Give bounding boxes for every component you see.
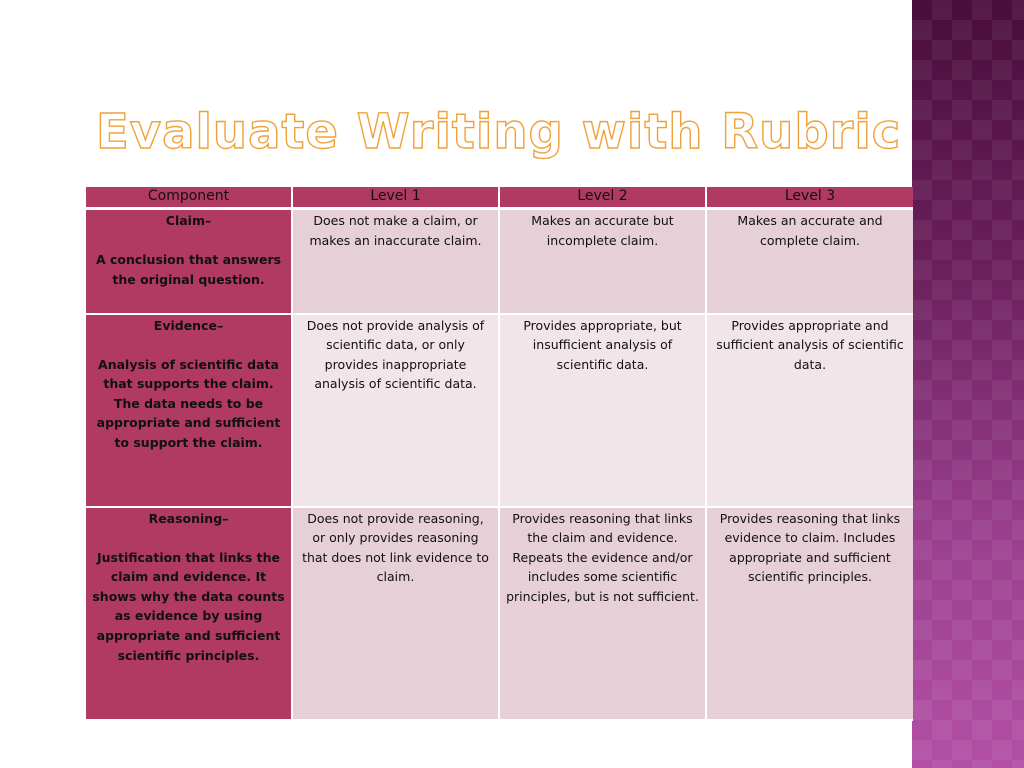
level-2-cell: Makes an accurate but incomplete claim. xyxy=(499,209,706,314)
component-description: Analysis of scientific data that supports the claim. The data needs to be appropriate and sufficient to support the claim. xyxy=(96,356,281,451)
decorative-side-band xyxy=(912,0,1024,768)
table-row-claim xyxy=(86,209,913,314)
component-description: A conclusion that answers the original question. xyxy=(95,252,282,287)
table-row-reasoning xyxy=(86,507,913,720)
rubric-table xyxy=(86,187,913,721)
level-3-cell: Provides appropriate and sufficient analysis of scientific data. xyxy=(706,314,913,507)
header-level-3: Level 3 xyxy=(706,187,913,209)
component-cell xyxy=(86,314,292,507)
level-3-cell: Provides reasoning that links evidence to claim. Includes appropriate and sufficient scientific principles. xyxy=(706,507,913,720)
level-1-cell: Does not provide analysis of scientific data, or only provides inappropriate analysis of scientific data. xyxy=(292,314,499,507)
header-component: Component xyxy=(86,187,292,209)
header-level-2: Level 2 xyxy=(499,187,706,209)
component-name: Evidence– xyxy=(153,317,224,333)
level-1-cell: Does not make a claim, or makes an inaccurate claim. xyxy=(292,209,499,314)
component-name: Claim– xyxy=(165,213,212,228)
component-name: Reasoning– xyxy=(148,510,229,526)
slide-title: Evaluate Writing with Rubric xyxy=(96,104,902,160)
level-1-cell: Does not provide reasoning, or only provides reasoning that does not link evidence to claim. xyxy=(292,507,499,720)
component-description: Justification that links the claim and evidence. It shows why the data counts as evidence by using appropriate and sufficient scientific principles. xyxy=(92,549,285,663)
diamond-pattern xyxy=(912,0,1024,768)
level-3-cell: Makes an accurate and complete claim. xyxy=(706,209,913,314)
header-row xyxy=(86,187,913,209)
component-cell xyxy=(86,209,292,314)
level-2-cell: Provides appropriate, but insufficient analysis of scientific data. xyxy=(499,314,706,507)
component-cell xyxy=(86,507,292,720)
header-level-1: Level 1 xyxy=(292,187,499,209)
table-row-evidence xyxy=(86,314,913,507)
level-2-cell: Provides reasoning that links the claim and evidence. Repeats the evidence and/or includes some scientific principles, but is not sufficient. xyxy=(499,507,706,720)
